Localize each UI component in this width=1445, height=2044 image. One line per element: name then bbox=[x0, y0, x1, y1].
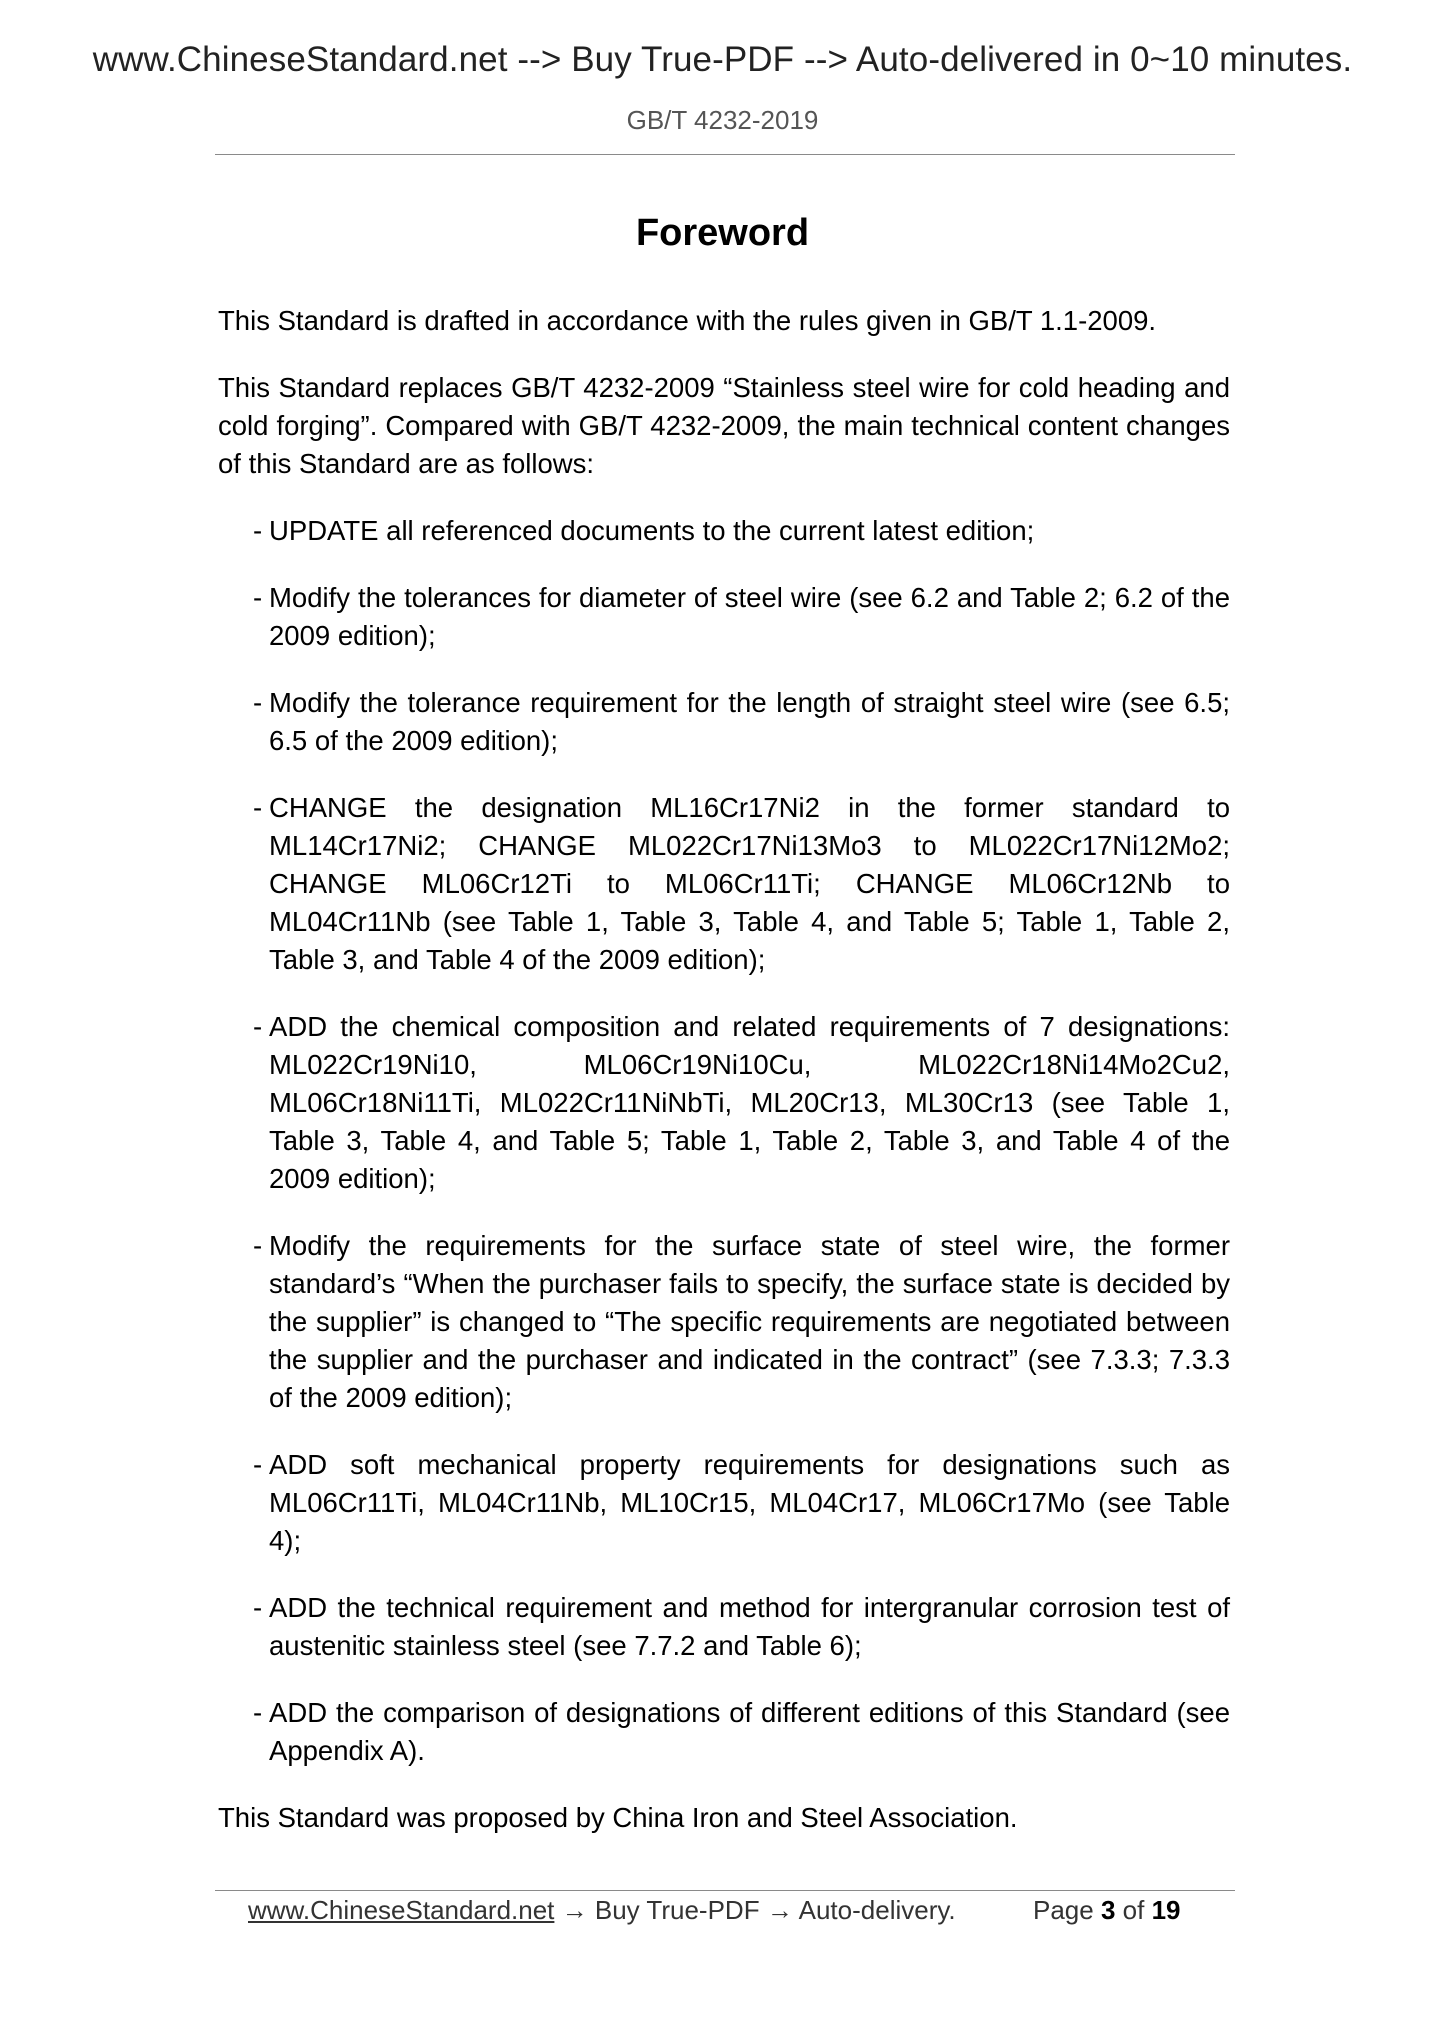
list-item-text: UPDATE all referenced documents to the current latest edition; bbox=[269, 515, 1035, 546]
foreword-body bbox=[218, 302, 1230, 1866]
list-item bbox=[253, 1694, 1230, 1770]
replacement-paragraph: This Standard replaces GB/T 4232-2009 “Stainless steel wire for cold heading and cold forging”. Compared with GB/T 4232-2009, the main technical content changes of this Standard are as follows: bbox=[218, 372, 1230, 479]
top-banner: www.ChineseStandard.net --> Buy True-PDF --> Auto-delivered in 0~10 minutes. bbox=[92, 40, 1353, 79]
list-dash: - bbox=[253, 1697, 263, 1728]
page-title: Foreword bbox=[635, 212, 810, 254]
list-item-text: Modify the requirements for the surface state of steel wire, the former standard’s “When the purchaser fails to specify, the surface state is decided by the supplier” is changed to “The specific requirements are negotiated between the supplier and the purchaser and indicated in the contract” (see 7.3.3; 7.3.3 of the 2009 edition); bbox=[269, 1230, 1230, 1413]
footer-buy-text: Buy True-PDF bbox=[594, 1895, 760, 1925]
list-dash: - bbox=[253, 687, 263, 718]
page-number: 3 bbox=[1100, 1895, 1116, 1925]
list-item bbox=[253, 1589, 1230, 1665]
list-item-text: Modify the tolerance requirement for the length of straight steel wire (see 6.5; 6.5 of the 2009 edition); bbox=[269, 687, 1230, 756]
list-dash: - bbox=[253, 515, 263, 546]
document-code: GB/T 4232-2019 bbox=[626, 105, 819, 135]
list-item-text: ADD the technical requirement and method for intergranular corrosion test of austenitic stainless steel (see 7.7.2 and Table 6); bbox=[269, 1592, 1230, 1661]
list-item bbox=[253, 579, 1230, 655]
footer-site-link[interactable]: www.ChineseStandard.net bbox=[248, 1895, 555, 1925]
list-dash: - bbox=[253, 792, 263, 823]
list-item bbox=[253, 789, 1230, 979]
page-label: Page bbox=[1033, 1895, 1094, 1925]
list-dash: - bbox=[253, 1592, 263, 1623]
page-indicator bbox=[1033, 1895, 1181, 1926]
footer-delivery-text: Auto-delivery. bbox=[798, 1895, 956, 1925]
list-dash: - bbox=[253, 1449, 263, 1480]
proposed-by-paragraph: This Standard was proposed by China Iron and Steel Association. bbox=[218, 1802, 1018, 1833]
list-item-text: Modify the tolerances for diameter of steel wire (see 6.2 and Table 2; 6.2 of the 2009 edition); bbox=[269, 582, 1230, 651]
arrow-icon: → bbox=[561, 1895, 588, 1925]
list-item bbox=[253, 512, 1230, 550]
list-dash: - bbox=[253, 1230, 263, 1261]
list-item bbox=[253, 1008, 1230, 1198]
list-item bbox=[253, 1446, 1230, 1560]
header-divider bbox=[215, 154, 1235, 155]
drafting-paragraph: This Standard is drafted in accordance with the rules given in GB/T 1.1-2009. bbox=[218, 305, 1157, 336]
list-dash: - bbox=[253, 1011, 263, 1042]
list-item-text: ADD the chemical composition and related requirements of 7 designations: ML022Cr19Ni10, ML06Cr19Ni10Cu, ML022Cr18Ni14Mo2Cu2, ML06Cr18Ni11Ti, ML022Cr11NiNbTi, ML20Cr13, ML30Cr13 (see Table 1, Table 3, Table 4, and Table 5; Table 1, Table 2, Table 3, and Table 4 of the 2009 edition); bbox=[269, 1011, 1230, 1194]
arrow-icon: → bbox=[766, 1895, 793, 1925]
list-item-text: ADD soft mechanical property requirements for designations such as ML06Cr11Ti, ML04Cr11Nb, ML10Cr15, ML04Cr17, ML06Cr17Mo (see Table 4); bbox=[269, 1449, 1230, 1556]
page-footer bbox=[248, 1895, 1181, 1926]
page-total: 19 bbox=[1151, 1895, 1181, 1925]
list-item-text: CHANGE the designation ML16Cr17Ni2 in the former standard to ML14Cr17Ni2; CHANGE ML022Cr17Ni13Mo3 to ML022Cr17Ni12Mo2; CHANGE ML06Cr12Ti to ML06Cr11Ti; CHANGE ML06Cr12Nb to ML04Cr11Nb (see Table 1, Table 3, Table 4, and Table 5; Table 1, Table 2, Table 3, and Table 4 of the 2009 edition); bbox=[269, 792, 1230, 975]
footer-divider bbox=[215, 1890, 1235, 1891]
page-of-label: of bbox=[1122, 1895, 1145, 1925]
list-item-text: ADD the comparison of designations of different editions of this Standard (see Appendix A). bbox=[269, 1697, 1230, 1766]
list-item bbox=[253, 684, 1230, 760]
list-item bbox=[253, 1227, 1230, 1417]
list-dash: - bbox=[253, 582, 263, 613]
